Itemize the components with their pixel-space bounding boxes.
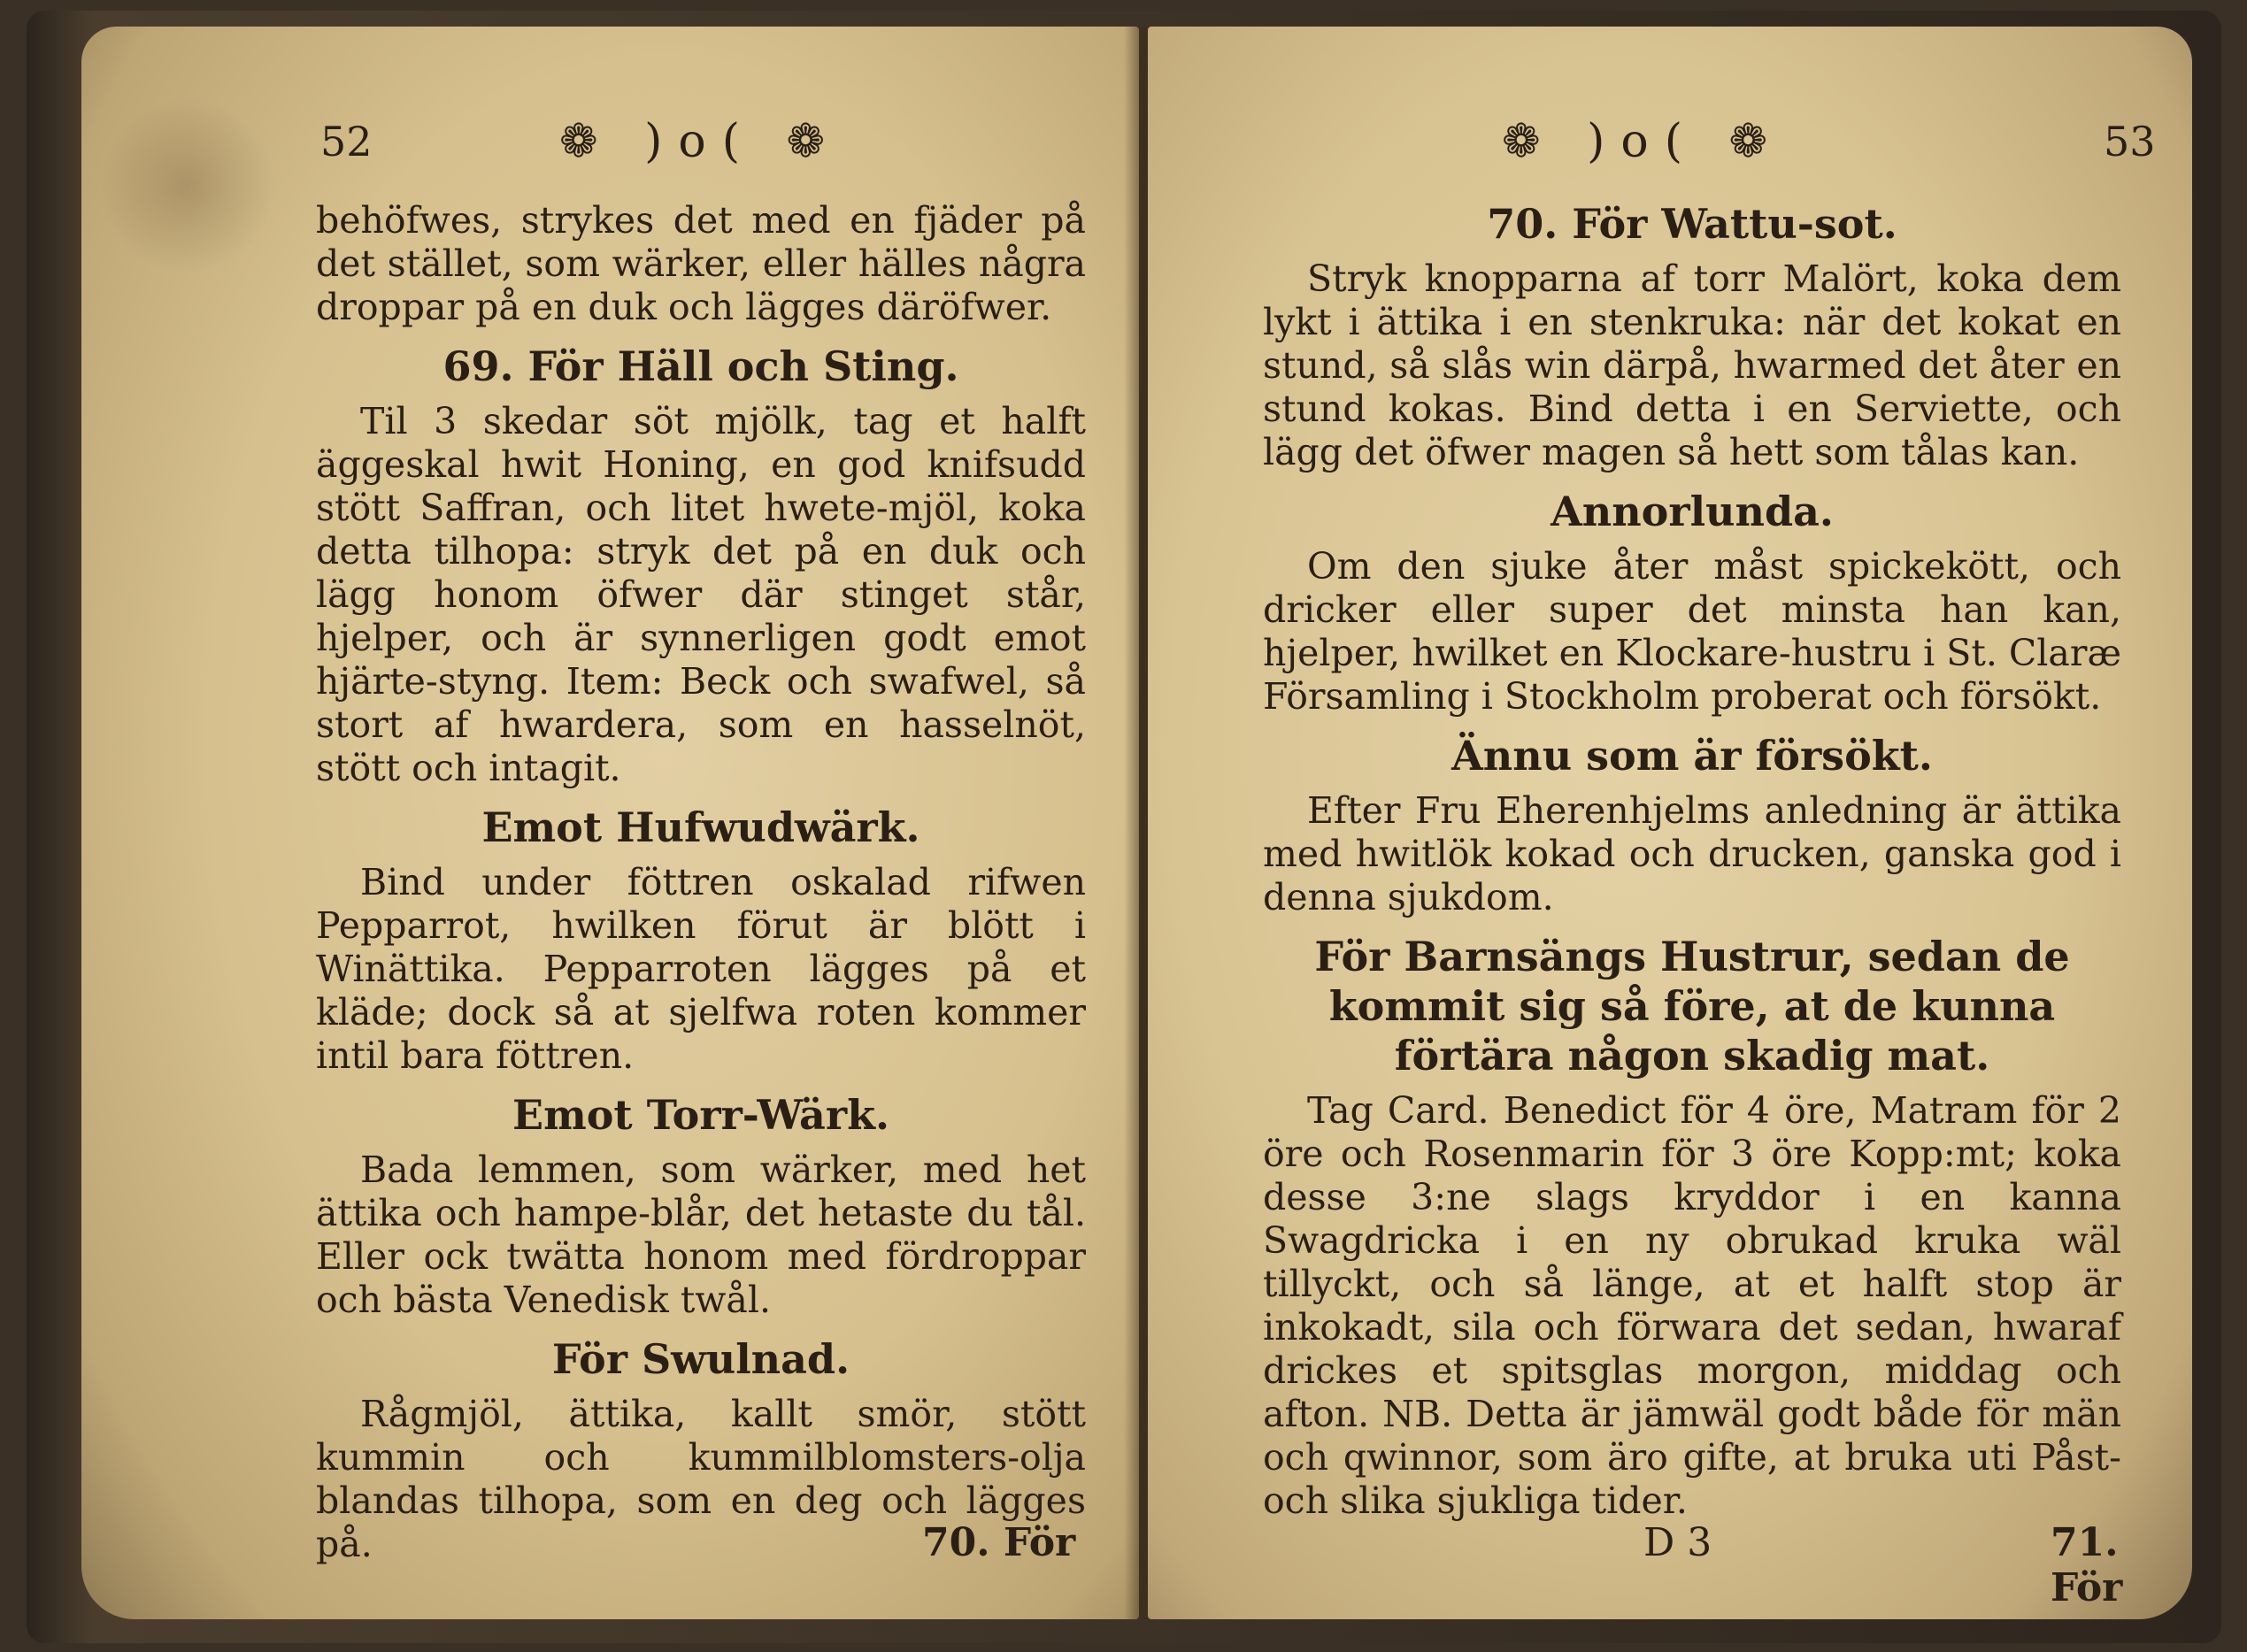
heading-swulnad: För Swulnad. [551, 1335, 850, 1383]
heading-annu-forsokt: Ännu som är försökt. [1451, 732, 1933, 780]
heading-annorlunda: Annorlunda. [1551, 488, 1834, 535]
catchword: 71. För [2051, 1520, 2123, 1610]
left-page-header [81, 111, 1139, 173]
header-ornament: ❁ )o( ❁ [559, 115, 842, 168]
paragraph-barnsangs: Tag Card. Benedict för 4 öre, Matram för 2 öre och Rosenmarin för 3 öre Kopp:mt; koka desse 3:ne slags kryddor i en kanna Swagdricka i en ny obrukad kruka wäl tillyckt, och så länge, at et halft stop är inkokadt, sila och förwara det sedan, hwaraf drickes et spitsglas morgon, middag och afton. NB. Detta är jämwäl godt både för män och qwinnor, som äro gifte, at bruka uti Påst- och slika sjukliga tider. [1263, 1089, 2121, 1522]
heading-barnsangs: För Barnsängs Hustrur, sedan de kommit sig så före, at de kunna förtära någon skadig mat. [1314, 933, 2070, 1080]
paragraph-69: Til 3 skedar söt mjölk, tag et halft äggeskal hwit Honing, en god knifsudd stött Saffran, och litet hwete-mjöl, koka detta tilhopa: stryk det på en duk och lägg honom öfwer där stinget står, hjelper, och är synnerligen godt emot hjärte-styng. Item: Beck och swafwel, så stort af hwardera, som en hasselnöt, stött och intagit. [316, 400, 1086, 789]
paragraph-annorlunda: Om den sjuke åter måst spickekött, och dricker eller super det minsta han kan, hjelper, hwilket en Klockare-hustru i St. Claræ Församling i Stockholm proberat och försökt. [1263, 545, 2121, 718]
signature-mark: D 3 [1643, 1520, 1712, 1565]
page-number: 53 [2104, 118, 2156, 165]
left-page-body [316, 199, 1086, 1566]
page-number: 52 [320, 118, 373, 165]
right-page-body [1263, 199, 2121, 1523]
heading-hufwudwark: Emot Hufwudwärk. [481, 803, 920, 851]
paragraph-hufwudwark: Bind under föttren oskalad rifwen Pepparrot, hwilken förut är blött i Winättika. Pepparroten lägges på et kläde; dock så at sjelfwa roten kommer intil bara föttren. [316, 861, 1086, 1077]
header-ornament: ❁ )o( ❁ [1502, 115, 1784, 168]
book [27, 11, 2221, 1643]
heading-torr-wark: Emot Torr-Wärk. [512, 1091, 889, 1139]
heading-69: 69. För Häll och Sting. [442, 342, 959, 390]
catchword: 70. För [922, 1520, 1076, 1565]
intro-paragraph: behöfwes, strykes det med en fjäder på det stället, som wärker, eller hälles några droppar på en duk och lägges däröfwer. [316, 199, 1086, 328]
right-page-header [1148, 111, 2192, 173]
paragraph-70: Stryk knopparna af torr Malört, koka dem lykt i ättika i en stenkruka: när det kokat en stund, så slås win därpå, hwarmed det åter en stund kokas. Bind detta i en Serviette, och lägg det öfwer magen så hett som tålas kan. [1263, 257, 2121, 473]
heading-70: 70. För Wattu-sot. [1487, 200, 1897, 248]
paragraph-annu-forsokt: Efter Fru Eherenhjelms anledning är ättika med hwitlök kokad och drucken, ganska god i denna sjukdom. [1263, 789, 2121, 918]
right-page [1148, 27, 2192, 1619]
paragraph-swulnad: Rågmjöl, ättika, kallt smör, stött kummin och kummilblomsters-olja blandas tilhopa, som en deg och lägges på. [316, 1393, 1086, 1565]
left-page [81, 27, 1139, 1619]
paragraph-torr-wark: Bada lemmen, som wärker, med het ättika och hampe-blår, det hetaste du tål. Eller ock twätta honom med fördroppar och bästa Venedisk twål. [316, 1149, 1086, 1321]
